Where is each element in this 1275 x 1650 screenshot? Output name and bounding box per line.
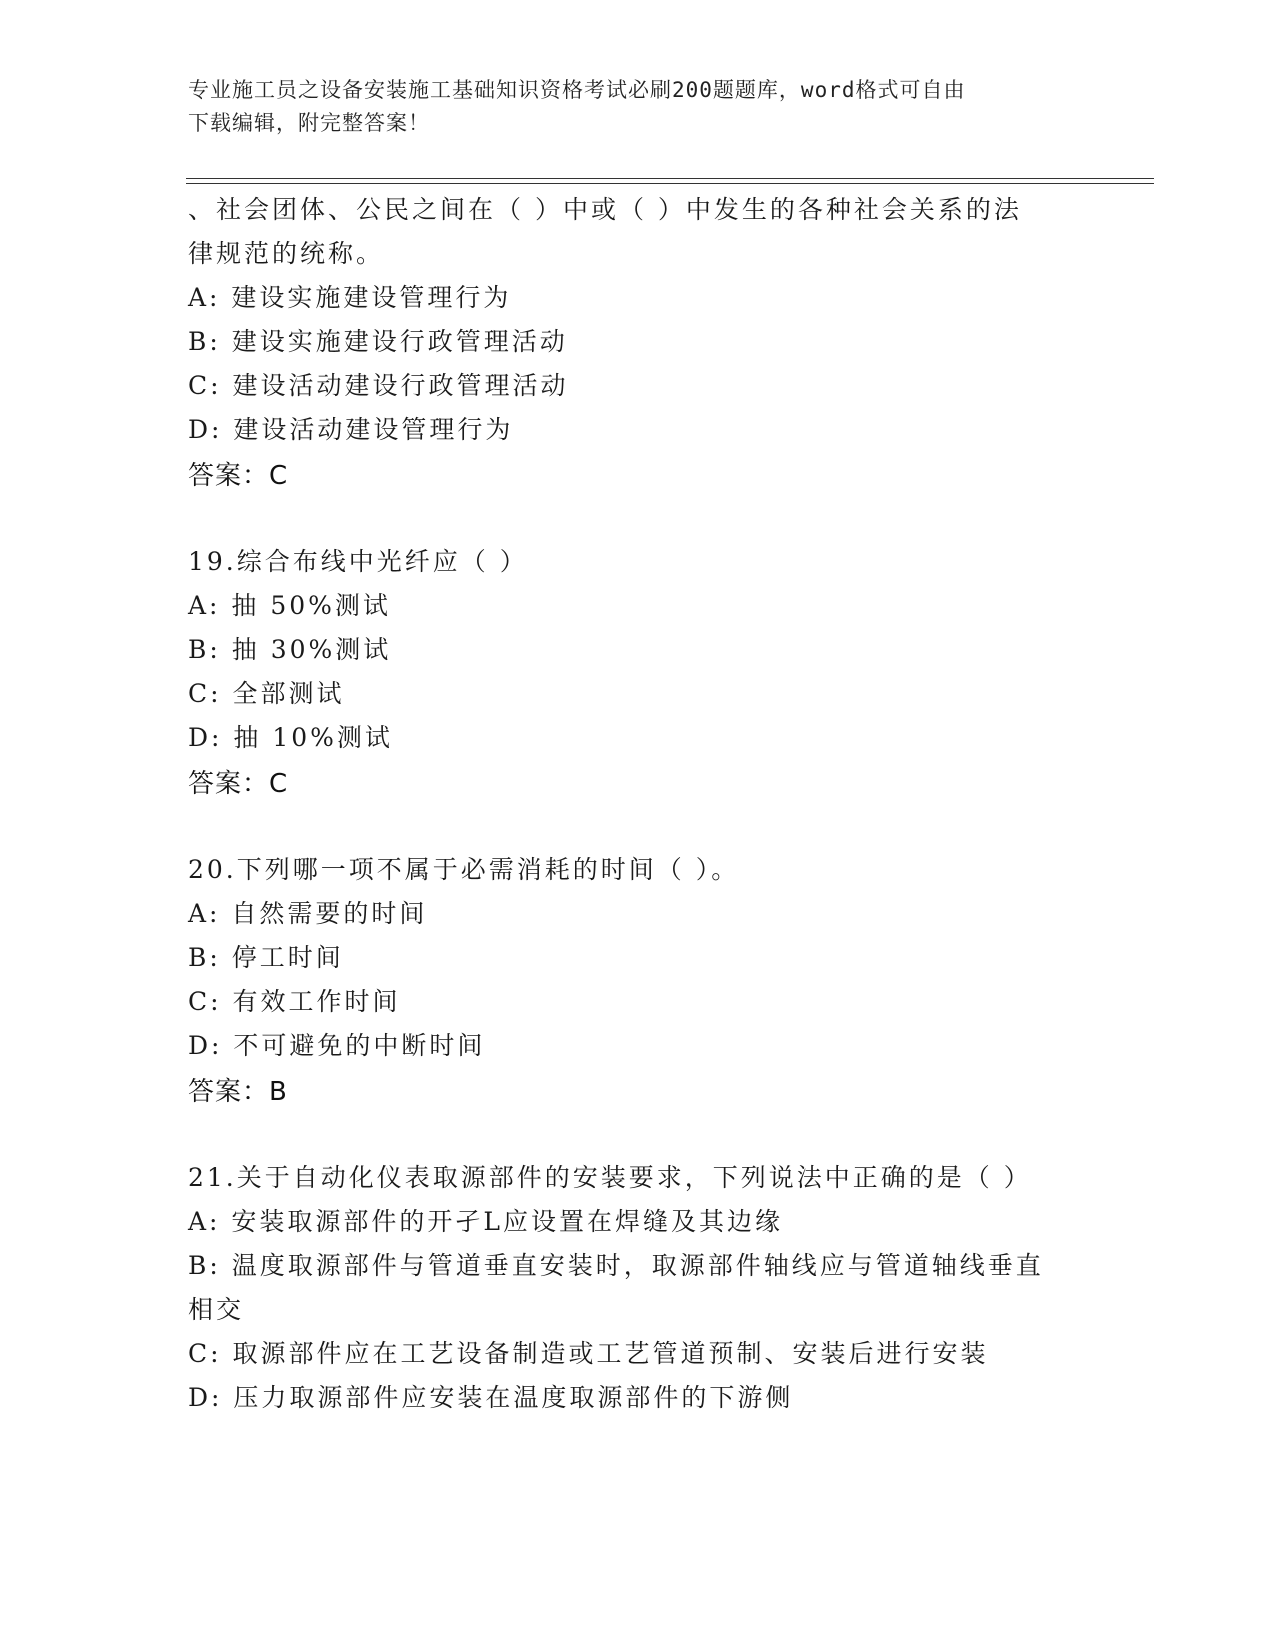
header-line-1: 专业施工员之设备安装施工基础知识资格考试必刷200题题库，word格式可自由: [188, 78, 966, 102]
header-rule-bottom: [186, 183, 1154, 184]
q21-option-b-line-1: B: 温度取源部件与管道垂直安装时，取源部件轴线应与管道轴线垂直: [188, 1251, 1044, 1280]
q19-option-c: C: 全部测试: [188, 679, 345, 708]
q18-option-b: B: 建设实施建设行政管理活动: [188, 327, 568, 356]
q18-stem-line-1: 、社会团体、公民之间在（ ）中或（ ）中发生的各种社会关系的法: [188, 195, 1022, 224]
q21-option-d: D: 压力取源部件应安装在温度取源部件的下游侧: [188, 1383, 794, 1412]
q21-option-a: A: 安装取源部件的开孑L应设置在焊缝及其边缘: [188, 1207, 784, 1236]
q20-option-b: B: 停工时间: [188, 943, 344, 972]
q18-option-c: C: 建设活动建设行政管理活动: [188, 371, 569, 400]
q20-stem: 20.下列哪一项不属于必需消耗的时间（ ）。: [188, 855, 740, 884]
q19-option-b: B: 抽 30%测试: [188, 635, 392, 664]
q18-stem-line-2: 律规范的统称。: [188, 239, 385, 268]
q21-option-c: C: 取源部件应在工艺设备制造或工艺管道预制、安装后进行安装: [188, 1339, 989, 1368]
q19-stem: 19.综合布线中光纤应（ ）: [188, 547, 528, 576]
q19-option-a: A: 抽 50%测试: [188, 591, 391, 620]
q18-option-a: A: 建设实施建设管理行为: [188, 283, 512, 312]
q21-stem: 21.关于自动化仪表取源部件的安装要求，下列说法中正确的是（ ）: [188, 1163, 1032, 1192]
document-header: [188, 74, 1068, 140]
q20-option-d: D: 不可避免的中断时间: [188, 1031, 486, 1060]
q19-answer: 答案：C: [188, 769, 289, 799]
q21-option-b-line-2: 相交: [188, 1295, 245, 1324]
q20-answer: 答案：B: [188, 1077, 288, 1107]
q20-option-c: C: 有效工作时间: [188, 987, 401, 1016]
q18-answer: 答案：C: [188, 461, 289, 491]
q20-option-a: A: 自然需要的时间: [188, 899, 428, 928]
q19-option-d: D: 抽 10%测试: [188, 723, 393, 752]
q18-option-d: D: 建设活动建设管理行为: [188, 415, 514, 444]
header-rule-top: [186, 178, 1154, 179]
header-line-2: 下载编辑，附完整答案！: [188, 111, 430, 135]
